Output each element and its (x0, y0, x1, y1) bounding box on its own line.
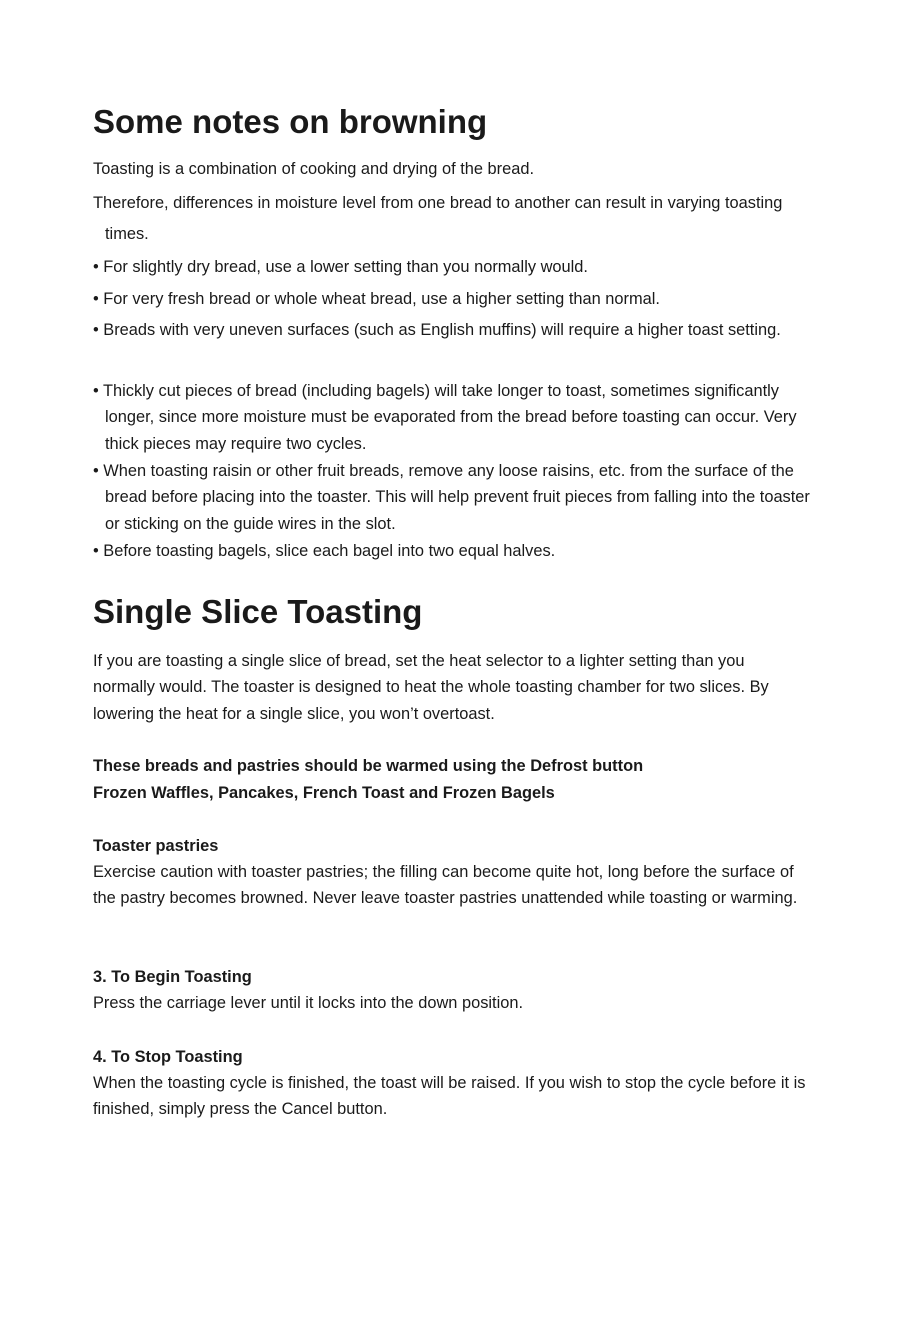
defrost-note-line-2: Frozen Waffles, Pancakes, French Toast and Frozen Bagels (93, 784, 555, 802)
stop-toasting-heading: 4. To Stop Toasting (93, 1048, 243, 1066)
begin-toasting-text: Press the carriage lever until it locks into the down position. (93, 994, 524, 1012)
browning-bullet-1: • For slightly dry bread, use a lower setting than you normally would. (93, 258, 588, 276)
browning-intro-1: Toasting is a combination of cooking and drying of the bread. (93, 160, 535, 178)
begin-toasting-heading: 3. To Begin Toasting (93, 968, 252, 986)
toaster-pastries-heading: Toaster pastries (93, 837, 219, 855)
toaster-pastries-text: Exercise caution with toaster pastries; the filling can become quite hot, long before the surface of the pastry becomes browned. Never leave toaster pastries unattended while toasting or warming. (93, 863, 798, 908)
browning-heading: Some notes on browning (93, 103, 488, 140)
browning-bullet-6: • Before toasting bagels, slice each bagel into two equal halves. (93, 542, 556, 560)
browning-bullet-5: • When toasting raisin or other fruit breads, remove any loose raisins, etc. from the surface of the bread before placing into the toaster. This will help prevent fruit pieces from falling into the toaster or sticking on the guide wires in the slot. (93, 462, 810, 533)
single-slice-text: If you are toasting a single slice of bread, set the heat selector to a lighter setting than you normally would. The toaster is designed to heat the whole toasting chamber for two slices. By lowering the heat for a single slice, you won’t overtoast. (93, 652, 769, 723)
single-slice-heading: Single Slice Toasting (93, 593, 423, 630)
stop-toasting-text: When the toasting cycle is finished, the toast will be raised. If you wish to stop the cycle before it is finished, simply press the Cancel button. (93, 1074, 806, 1119)
browning-intro-2 (93, 188, 808, 250)
defrost-note-line-1: These breads and pastries should be warmed using the Defrost button (93, 757, 644, 775)
browning-bullet-2: • For very fresh bread or whole wheat bread, use a higher setting than normal. (93, 290, 660, 308)
browning-bullet-3: • Breads with very uneven surfaces (such as English muffins) will require a higher toast setting. (93, 321, 781, 339)
browning-intro-2-text: Therefore, differences in moisture level from one bread to another can result in varying toasting times. (93, 194, 783, 243)
browning-bullet-4: • Thickly cut pieces of bread (including bagels) will take longer to toast, sometimes significantly longer, since more moisture must be evaporated from the bread before toasting can occur. Very thick pieces may require two cycles. (93, 382, 797, 453)
